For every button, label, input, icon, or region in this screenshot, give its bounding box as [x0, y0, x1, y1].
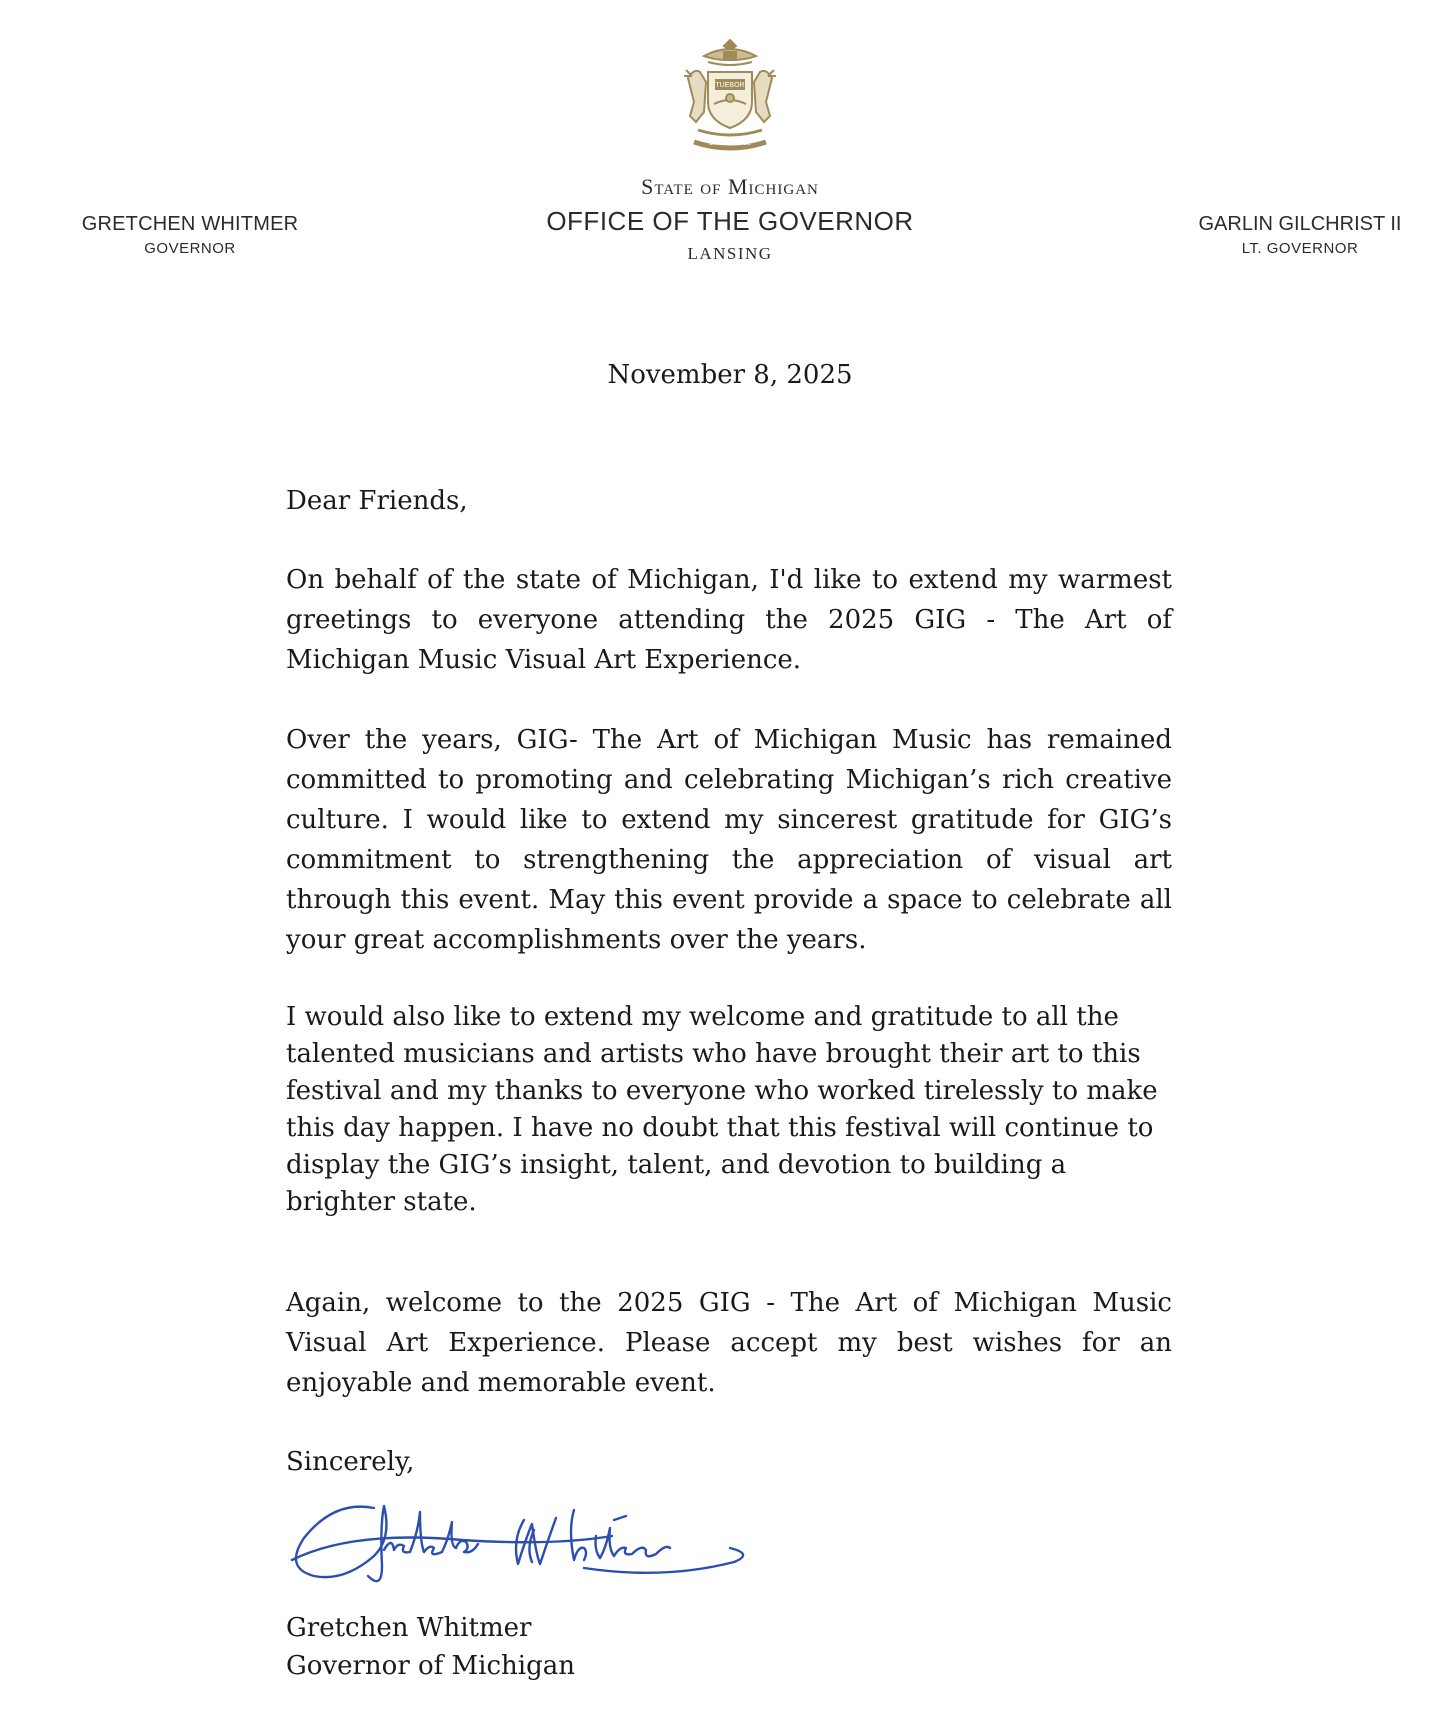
svg-text:TUEBOR: TUEBOR [715, 82, 745, 89]
lt-governor-title: LT. GOVERNOR [1241, 240, 1359, 257]
handwritten-signature-icon [284, 1490, 764, 1600]
city-name: LANSING [687, 244, 773, 263]
michigan-great-seal-icon [674, 34, 786, 160]
paragraph-3: I would also like to extend my welcome and gratitude to all the talented musicians and artists who have brought their art to this festival and my thanks to everyone who worked tirelessly to make this day happen. I have no doubt that this festival will continue to display the GIG’s insight, talent, and devotion to building a brighter state. [286, 1002, 1158, 1217]
signer-title: Governor of Michigan [286, 1651, 576, 1681]
state-name: State of Michigan [641, 174, 819, 199]
paragraph-1: On behalf of the state of Michigan, I'd like to extend my warmest greetings to everyone attending the 2025 GIG - The Art of Michigan Music Visual Art Experience. [286, 565, 1172, 675]
paragraph-2: Over the years, GIG- The Art of Michigan Music has remained committed to promoting and celebrating Michigan’s rich creative culture. I would like to extend my sincerest gratitude for GIG’s commitment to strengthening the appreciation of visual art through this event. May this event provide a space to celebrate all your great accomplishments over the years. [286, 725, 1172, 955]
letter-date: November 8, 2025 [607, 360, 853, 390]
governor-name: GRETCHEN WHITMER [81, 213, 299, 235]
closing: Sincerely, [286, 1447, 415, 1477]
governor-title: GOVERNOR [144, 240, 236, 257]
office-title: OFFICE OF THE GOVERNOR [546, 206, 914, 236]
paragraph-4: Again, welcome to the 2025 GIG - The Art of Michigan Music Visual Art Experience. Please accept my best wishes for an enjoyable and memorable event. [286, 1288, 1172, 1398]
signer-name: Gretchen Whitmer [286, 1613, 532, 1643]
salutation: Dear Friends, [286, 486, 468, 516]
lt-governor-name: GARLIN GILCHRIST II [1198, 213, 1402, 235]
svg-text:CIRCUMSPICE: CIRCUMSPICE [708, 141, 752, 147]
